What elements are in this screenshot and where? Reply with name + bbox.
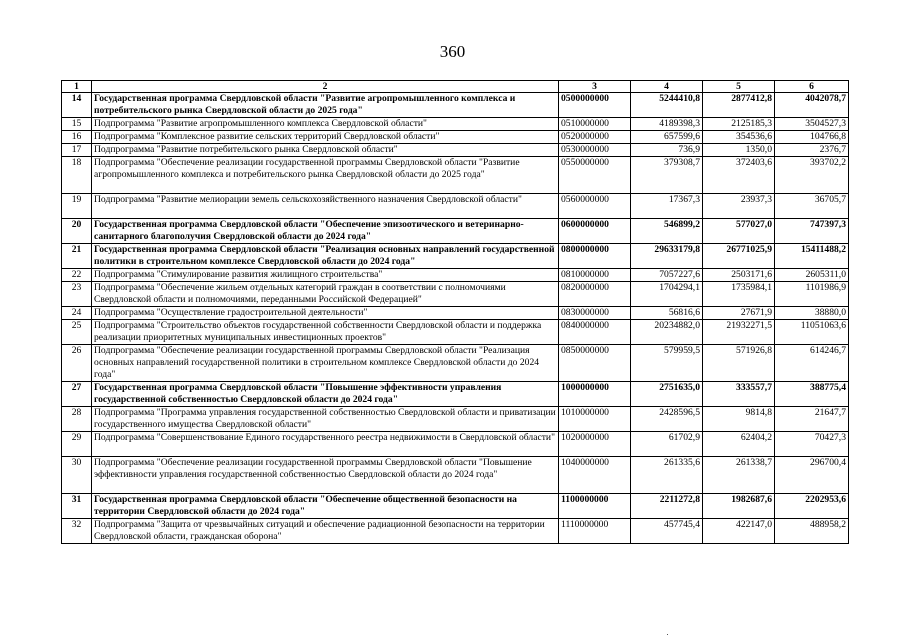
row-number: 30 <box>62 457 92 494</box>
row-value-2023: 36705,7 <box>775 194 849 219</box>
row-code: 0600000000 <box>559 219 631 244</box>
row-code: 0820000000 <box>559 282 631 307</box>
row-name: Подпрограмма "Осуществление градостроительной деятельности" <box>92 307 559 320</box>
header-col-6: 6 <box>775 81 849 93</box>
row-value-2021: 17367,3 <box>631 194 703 219</box>
table-row <box>62 219 849 244</box>
header-row <box>62 81 849 93</box>
row-name: Государственная программа Свердловской области "Развитие агропромышленного комплекса и потребительского рынка Свердловской области до 2025 года" <box>92 93 559 118</box>
row-code: 0510000000 <box>559 118 631 131</box>
table-row <box>62 244 849 269</box>
table-row <box>62 118 849 131</box>
row-code: 0530000000 <box>559 144 631 157</box>
header-col-3: 3 <box>559 81 631 93</box>
table-row <box>62 269 849 282</box>
row-number: 16 <box>62 131 92 144</box>
row-name: Подпрограмма "Защита от чрезвычайных ситуаций и обеспечение радиационной безопасности на территории Свердловской области, гражданская оборона" <box>92 519 559 544</box>
row-name: Подпрограмма "Комплексное развитие сельских территорий Свердловской области" <box>92 131 559 144</box>
row-code: 1010000000 <box>559 407 631 432</box>
row-value-2021: 20234882,0 <box>631 320 703 345</box>
row-name: Подпрограмма "Обеспечение реализации государственной программы Свердловской области "Повышение эффективности управления государственной собственностью Свердловской области до 2024 года" <box>92 457 559 494</box>
row-number: 27 <box>62 382 92 407</box>
row-number: 23 <box>62 282 92 307</box>
row-number: 21 <box>62 244 92 269</box>
table-row <box>62 382 849 407</box>
table-row <box>62 93 849 118</box>
row-number: 31 <box>62 494 92 519</box>
row-name: Подпрограмма "Обеспечение жильем отдельных категорий граждан в соответствии с полномочиями Свердловской области и полномочиями, переданными Российской Федерацией" <box>92 282 559 307</box>
row-value-2021: 2751635,0 <box>631 382 703 407</box>
row-code: 0550000000 <box>559 157 631 194</box>
row-code: 1040000000 <box>559 457 631 494</box>
row-value-2023: 393702,2 <box>775 157 849 194</box>
row-value-2021: 736,9 <box>631 144 703 157</box>
table-row <box>62 282 849 307</box>
row-name: Подпрограмма "Стимулирование развития жилищного строительства" <box>92 269 559 282</box>
row-value-2021: 457745,4 <box>631 519 703 544</box>
row-value-2022: 2125185,3 <box>703 118 775 131</box>
row-name: Государственная программа Свердловской области "Повышение эффективности управления государственной собственностью Свердловской области до 2024 года" <box>92 382 559 407</box>
row-value-2022: 372403,6 <box>703 157 775 194</box>
row-value-2023: 614246,7 <box>775 345 849 382</box>
row-value-2021: 5244410,8 <box>631 93 703 118</box>
row-value-2021: 1704294,1 <box>631 282 703 307</box>
row-value-2022: 21932271,5 <box>703 320 775 345</box>
table-row <box>62 307 849 320</box>
row-name: Подпрограмма "Развитие мелиорации земель сельскохозяйственного назначения Свердловской области" <box>92 194 559 219</box>
row-code: 0500000000 <box>559 93 631 118</box>
row-value-2022: 26771025,9 <box>703 244 775 269</box>
row-number: 25 <box>62 320 92 345</box>
row-code: 0800000000 <box>559 244 631 269</box>
row-value-2021: 29633179,8 <box>631 244 703 269</box>
row-value-2022: 9814,8 <box>703 407 775 432</box>
row-value-2023: 11051063,6 <box>775 320 849 345</box>
row-value-2021: 657599,6 <box>631 131 703 144</box>
row-code: 0560000000 <box>559 194 631 219</box>
row-value-2023: 296700,4 <box>775 457 849 494</box>
row-number: 15 <box>62 118 92 131</box>
row-value-2022: 23937,3 <box>703 194 775 219</box>
row-number: 20 <box>62 219 92 244</box>
table-row <box>62 432 849 457</box>
row-value-2022: 27671,9 <box>703 307 775 320</box>
page-number: 360 <box>439 42 466 61</box>
row-code: 0810000000 <box>559 269 631 282</box>
row-value-2023: 2376,7 <box>775 144 849 157</box>
row-value-2022: 2503171,6 <box>703 269 775 282</box>
row-value-2023: 747397,3 <box>775 219 849 244</box>
scan-dot <box>667 634 668 635</box>
row-number: 14 <box>62 93 92 118</box>
row-number: 32 <box>62 519 92 544</box>
row-name: Подпрограмма "Программа управления государственной собственностью Свердловской области и приватизации государственного имущества Свердловской области" <box>92 407 559 432</box>
row-value-2023: 2605311,0 <box>775 269 849 282</box>
row-value-2022: 1982687,6 <box>703 494 775 519</box>
row-value-2022: 333557,7 <box>703 382 775 407</box>
row-value-2021: 261335,6 <box>631 457 703 494</box>
row-number: 22 <box>62 269 92 282</box>
row-value-2022: 577027,0 <box>703 219 775 244</box>
row-code: 1110000000 <box>559 519 631 544</box>
budget-table <box>61 80 849 544</box>
row-name: Подпрограмма "Совершенствование Единого государственного реестра недвижимости в Свердловской области" <box>92 432 559 457</box>
row-value-2021: 56816,6 <box>631 307 703 320</box>
row-code: 1000000000 <box>559 382 631 407</box>
row-value-2023: 388775,4 <box>775 382 849 407</box>
row-value-2023: 488958,2 <box>775 519 849 544</box>
row-value-2023: 70427,3 <box>775 432 849 457</box>
row-name: Государственная программа Свердловской области "Обеспечение общественной безопасности на территории Свердловской области до 2024 года" <box>92 494 559 519</box>
row-value-2023: 1101986,9 <box>775 282 849 307</box>
header-col-1: 1 <box>62 81 92 93</box>
row-name: Подпрограмма "Строительство объектов государственной собственности Свердловской области и поддержка реализации приоритетных муниципальных инвестиционных проектов" <box>92 320 559 345</box>
header-col-4: 4 <box>631 81 703 93</box>
row-value-2022: 422147,0 <box>703 519 775 544</box>
row-value-2021: 2428596,5 <box>631 407 703 432</box>
header-col-5: 5 <box>703 81 775 93</box>
row-value-2023: 2202953,6 <box>775 494 849 519</box>
row-value-2021: 7057227,6 <box>631 269 703 282</box>
row-value-2021: 379308,7 <box>631 157 703 194</box>
table-row <box>62 519 849 544</box>
row-value-2022: 62404,2 <box>703 432 775 457</box>
row-number: 17 <box>62 144 92 157</box>
row-value-2021: 2211272,8 <box>631 494 703 519</box>
table-row <box>62 144 849 157</box>
row-code: 1020000000 <box>559 432 631 457</box>
table-row <box>62 345 849 382</box>
row-name: Государственная программа Свердловской области "Реализация основных направлений государственной политики в строительном комплексе Свердловской области до 2024 года" <box>92 244 559 269</box>
row-number: 28 <box>62 407 92 432</box>
row-name: Государственная программа Свердловской области "Обеспечение эпизоотического и ветеринарно-санитарного благополучия Свердловской области до 2024 года" <box>92 219 559 244</box>
row-code: 0520000000 <box>559 131 631 144</box>
row-name: Подпрограмма "Развитие потребительского рынка Свердловской области" <box>92 144 559 157</box>
row-value-2021: 4189398,3 <box>631 118 703 131</box>
row-number: 26 <box>62 345 92 382</box>
row-name: Подпрограмма "Обеспечение реализации государственной программы Свердловской области "Реализация основных направлений государственной политики в строительном комплексе Свердловской области до 2024 года" <box>92 345 559 382</box>
row-value-2023: 21647,7 <box>775 407 849 432</box>
row-number: 29 <box>62 432 92 457</box>
row-value-2022: 1350,0 <box>703 144 775 157</box>
row-value-2023: 4042078,7 <box>775 93 849 118</box>
row-code: 0850000000 <box>559 345 631 382</box>
row-number: 24 <box>62 307 92 320</box>
table-row <box>62 194 849 219</box>
table-row <box>62 157 849 194</box>
row-code: 0840000000 <box>559 320 631 345</box>
table-row <box>62 131 849 144</box>
table-row <box>62 457 849 494</box>
row-name: Подпрограмма "Обеспечение реализации государственной программы Свердловской области "Развитие агропромышленного комплекса и потребительского рынка Свердловской области до 2025 года" <box>92 157 559 194</box>
row-name: Подпрограмма "Развитие агропромышленного комплекса Свердловской области" <box>92 118 559 131</box>
table-row <box>62 320 849 345</box>
table-row <box>62 494 849 519</box>
row-value-2022: 2877412,8 <box>703 93 775 118</box>
row-value-2023: 15411488,2 <box>775 244 849 269</box>
row-value-2022: 354536,6 <box>703 131 775 144</box>
row-value-2022: 1735984,1 <box>703 282 775 307</box>
row-code: 1100000000 <box>559 494 631 519</box>
row-value-2021: 579959,5 <box>631 345 703 382</box>
row-number: 19 <box>62 194 92 219</box>
header-col-2: 2 <box>92 81 559 93</box>
row-value-2022: 571926,8 <box>703 345 775 382</box>
row-value-2023: 3504527,3 <box>775 118 849 131</box>
row-value-2021: 61702,9 <box>631 432 703 457</box>
table-row <box>62 407 849 432</box>
row-value-2021: 546899,2 <box>631 219 703 244</box>
row-code: 0830000000 <box>559 307 631 320</box>
row-number: 18 <box>62 157 92 194</box>
row-value-2022: 261338,7 <box>703 457 775 494</box>
row-value-2023: 38880,0 <box>775 307 849 320</box>
row-value-2023: 104766,8 <box>775 131 849 144</box>
